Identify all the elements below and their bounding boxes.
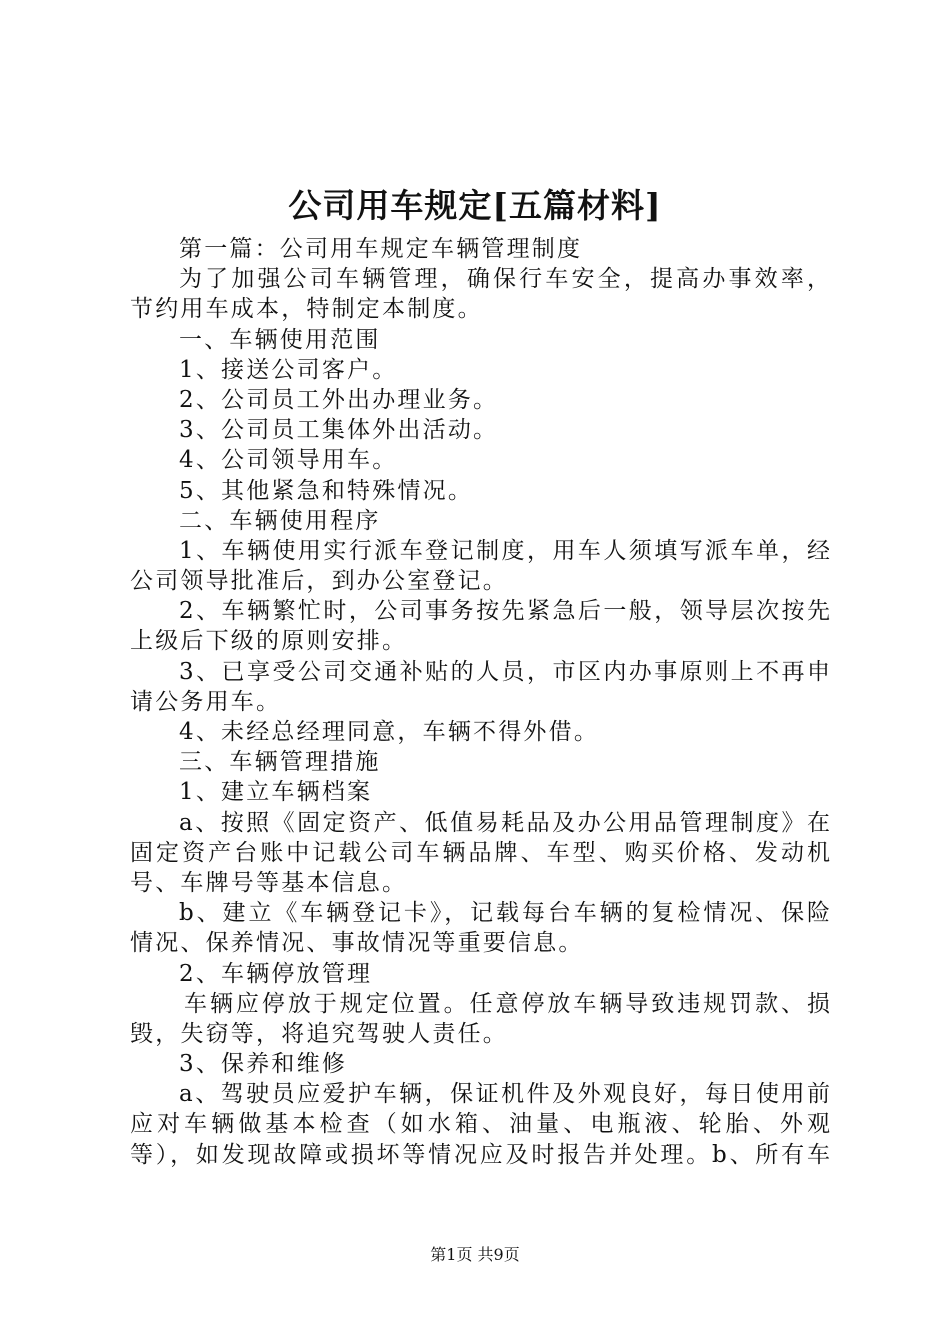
paragraph-line: 上级后下级的原则安排。 — [130, 628, 408, 655]
paragraph-line: 3、已享受公司交通补贴的人员，市区内办事原则上不再申 — [179, 658, 830, 685]
paragraph-line: 2、车辆繁忙时，公司事务按先紧急后一般，领导层次按先 — [179, 598, 830, 625]
paragraph-line: 情况、保养情况、事故情况等重要信息。 — [130, 930, 584, 957]
paragraph-line: 应对车辆做基本检查（如水箱、油量、电瓶液、轮胎、外观 — [130, 1111, 830, 1138]
paragraph-line: a、按照《固定资产、低值易耗品及办公用品管理制度》在 — [179, 809, 830, 836]
document-body — [130, 234, 830, 1170]
paragraph-line: 请公务用车。 — [130, 688, 282, 715]
list-item: 4、公司领导用车。 — [179, 447, 398, 474]
document-title: 公司用车规定[五篇材料] — [288, 186, 662, 225]
subsection-heading: 2、车辆停放管理 — [179, 960, 373, 987]
section-heading: 二、车辆使用程序 — [179, 507, 381, 534]
list-item: 2、公司员工外出办理业务。 — [179, 386, 499, 413]
subsection-heading: 1、建立车辆档案 — [179, 779, 373, 806]
paragraph-line: 为了加强公司车辆管理，确保行车安全，提高办事效率， — [179, 266, 830, 293]
paragraph-line: 等），如发现故障或损坏等情况应及时报告并处理。b、所有车 — [130, 1141, 830, 1168]
list-item: 3、公司员工集体外出活动。 — [179, 417, 499, 444]
paragraph-line: b、建立《车辆登记卡》，记载每台车辆的复检情况、保险 — [179, 900, 830, 927]
paragraph-line: 4、未经总经理同意，车辆不得外借。 — [179, 719, 600, 745]
paragraph-line: 号、车牌号等基本信息。 — [130, 869, 408, 896]
section-heading: 一、车辆使用范围 — [179, 326, 381, 353]
paragraph-line: 公司领导批准后，到办公室登记。 — [130, 568, 508, 595]
section-heading: 三、车辆管理措施 — [179, 749, 381, 776]
subsection-heading: 3、保养和维修 — [179, 1051, 348, 1078]
paragraph-line: 节约用车成本，特制定本制度。 — [130, 296, 483, 323]
list-item: 5、其他紧急和特殊情况。 — [179, 477, 474, 504]
page-footer: 第1页 共9页 — [430, 1245, 520, 1264]
paragraph-line: 1、车辆使用实行派车登记制度，用车人须填写派车单，经 — [179, 537, 830, 564]
paragraph-line: 车辆应停放于规定位置。任意停放车辆导致违规罚款、损 — [184, 990, 830, 1017]
paragraph-line: 毁，失窃等，将追究驾驶人责任。 — [130, 1020, 508, 1047]
section-heading-part-one: 第一篇：公司用车规定车辆管理制度 — [179, 236, 583, 262]
paragraph-line: 固定资产台账中记载公司车辆品牌、车型、购买价格、发动机 — [130, 839, 830, 866]
paragraph-line: a、驾驶员应爱护车辆，保证机件及外观良好，每日使用前 — [179, 1081, 830, 1108]
list-item: 1、接送公司客户。 — [179, 356, 398, 383]
